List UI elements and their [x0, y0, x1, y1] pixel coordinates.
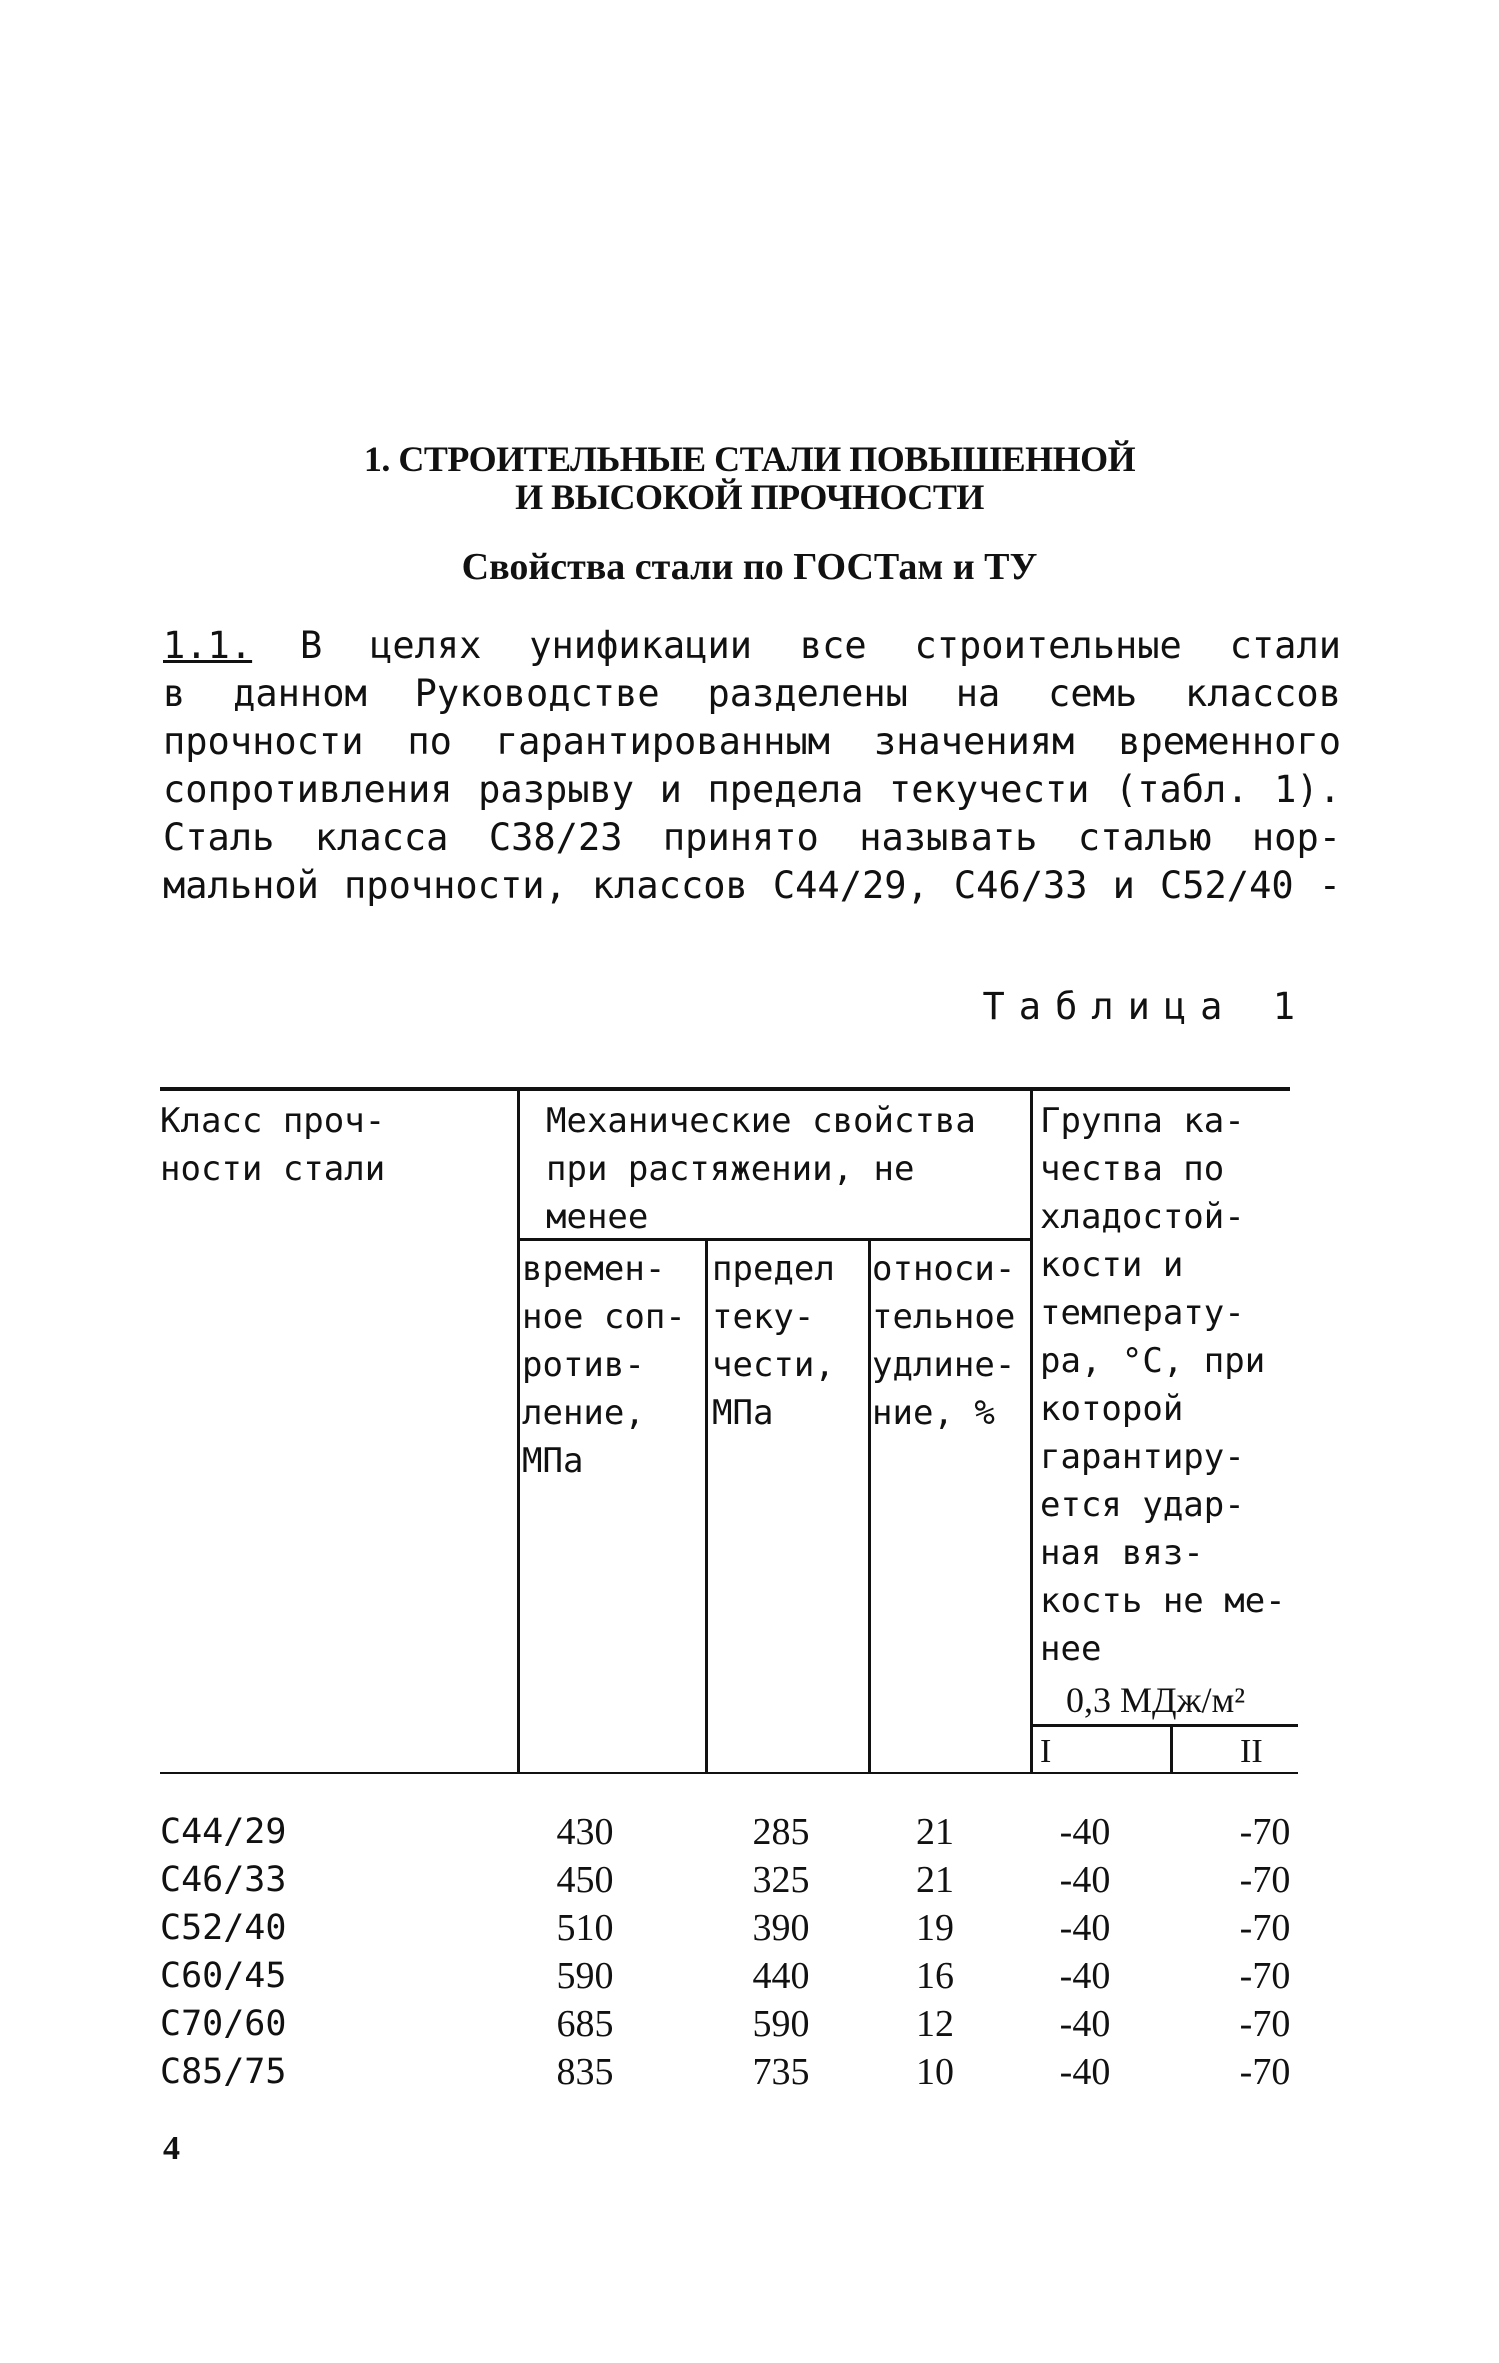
table-row	[0, 1904, 1499, 1952]
cell-tensile: 450	[556, 1859, 614, 1901]
cell-group-i: -40	[1059, 2051, 1111, 2093]
table-row	[0, 1808, 1499, 1856]
col-divider-1	[517, 1088, 520, 1774]
cell-group-ii: -70	[1239, 1955, 1291, 1997]
cell-group-i: -40	[1059, 1955, 1111, 1997]
cell-elongation: 10	[916, 2051, 954, 2093]
header-sub-i: I	[1040, 1733, 1052, 1770]
cell-elongation: 21	[916, 1859, 954, 1901]
paragraph-number: 1.1.	[163, 624, 253, 667]
table-row	[0, 2048, 1499, 2096]
header-tensile: времен- ное соп- ротив- ление, МПа	[522, 1249, 686, 1481]
cell-group-i: -40	[1059, 1907, 1111, 1949]
paragraph-line-1: 1.1. В целях унификации все строительные стали	[163, 624, 1341, 667]
cell-group-i: -40	[1059, 1859, 1111, 1901]
header-yield: предел теку- чести, МПа	[712, 1249, 835, 1433]
table-row	[0, 1952, 1499, 2000]
cell-elongation: 12	[916, 2003, 954, 2045]
section-subheading: Свойства стали по ГОСТам и ТУ	[461, 546, 1038, 588]
cell-group-ii: -70	[1239, 2051, 1291, 2093]
header-bottom-rule	[160, 1772, 1298, 1774]
table-row	[0, 2000, 1499, 2048]
cell-class: С46/33	[160, 1860, 287, 1900]
cell-group-i: -40	[1059, 1811, 1111, 1853]
cell-group-i: -40	[1059, 2003, 1111, 2045]
cell-tensile: 510	[556, 1907, 614, 1949]
cell-class: С52/40	[160, 1908, 287, 1948]
cell-elongation: 16	[916, 1955, 954, 1997]
cell-yield: 390	[752, 1907, 810, 1949]
table-row	[0, 1856, 1499, 1904]
cell-group-ii: -70	[1239, 1907, 1291, 1949]
cell-group-ii: -70	[1239, 1859, 1291, 1901]
cell-group-ii: -70	[1239, 1811, 1291, 1853]
header-quality-group: Группа ка- чества по хладостой- кости и температу- ра, °С, при которой гарантиру- ется удар- ная вяз- кость не ме- нее	[1040, 1101, 1286, 1669]
page-number: 4	[163, 2130, 180, 2167]
section-heading-line2: И ВЫСОКОЙ ПРОЧНОСТИ	[515, 477, 984, 517]
header-group-unit: 0,3 МДж/м²	[1066, 1680, 1246, 1720]
cell-elongation: 21	[916, 1811, 954, 1853]
table-top-rule	[160, 1087, 1290, 1091]
cell-tensile: 835	[556, 2051, 614, 2093]
cell-yield: 735	[752, 2051, 810, 2093]
group-sub-divider	[1030, 1724, 1298, 1727]
group-subcol-divider	[1170, 1726, 1173, 1774]
paragraph-line-5: Сталь класса С38/23 принято называть сталью нор-	[163, 816, 1341, 859]
cell-class: С70/60	[160, 2004, 287, 2044]
cell-yield: 285	[752, 1811, 810, 1853]
paragraph-line-3: прочности по гарантированным значениям временного	[163, 720, 1341, 763]
header-sub-ii: II	[1240, 1733, 1263, 1770]
paragraph-line-4: сопротивления разрыву и предела текучести (табл. 1).	[163, 768, 1341, 811]
paragraph-line-6: мальной прочности, классов С44/29, С46/33 и С52/40 -	[163, 864, 1341, 907]
cell-tensile: 430	[556, 1811, 614, 1853]
cell-yield: 325	[752, 1859, 810, 1901]
cell-tensile: 685	[556, 2003, 614, 2045]
cell-yield: 440	[752, 1955, 810, 1997]
cell-tensile: 590	[556, 1955, 614, 1997]
cell-class: С60/45	[160, 1956, 287, 1996]
header-elongation: относи- тельное удлине- ние, %	[872, 1249, 1016, 1433]
cell-group-ii: -70	[1239, 2003, 1291, 2045]
section-heading-line1: 1. СТРОИТЕЛЬНЫЕ СТАЛИ ПОВЫШЕННОЙ	[363, 439, 1136, 479]
cell-yield: 590	[752, 2003, 810, 2045]
cell-class: С85/75	[160, 2052, 287, 2092]
header-mech-props: Механические свойства при растяжении, не менее	[546, 1101, 976, 1237]
table-caption: Таблица 1	[982, 985, 1309, 1028]
cell-elongation: 19	[916, 1907, 954, 1949]
cell-class: С44/29	[160, 1812, 287, 1852]
header-class: Класс проч- ности стали	[160, 1101, 386, 1189]
paragraph-line-2: в данном Руководстве разделены на семь классов	[163, 672, 1341, 715]
